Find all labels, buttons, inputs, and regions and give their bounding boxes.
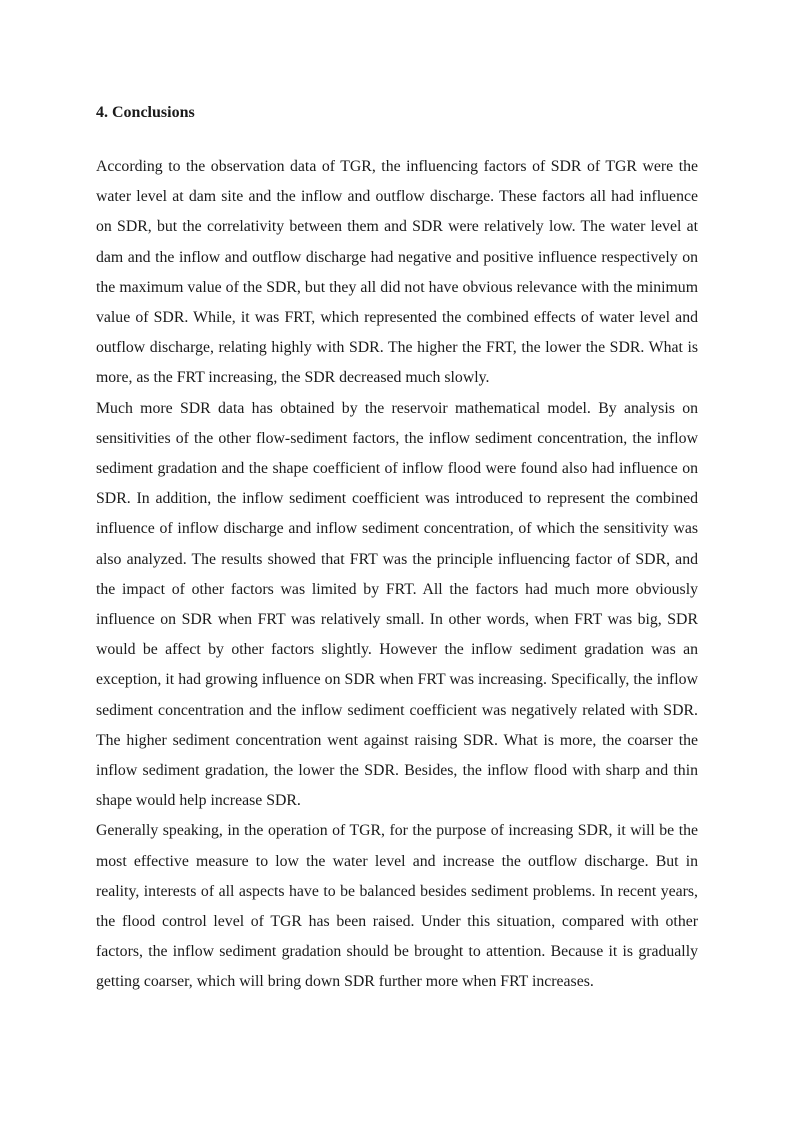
section-heading: 4. Conclusions [96,104,195,121]
paragraph-model-sensitivity: Much more SDR data has obtained by the reservoir mathematical model. By analysis on sensitivities of the other flow-sediment factors, the inflow sediment concentration, the inflow sediment gradation and the shape coefficient of inflow flood were found also had influence on SDR. In addition, the inflow sediment coefficient was introduced to represent the combined influence of inflow discharge and inflow sediment concentration, of which the sensitivity was also analyzed. The results showed that FRT was the principle influencing factor of SDR, and the impact of other factors was limited by FRT. All the factors had much more obviously influence on SDR when FRT was relatively small. In other words, when FRT was big, SDR would be affect by other factors slightly. However the inflow sediment gradation was an exception, it had growing influence on SDR when FRT was increasing. Specifically, the inflow sediment concentration and the inflow sediment coefficient was negatively related with SDR. The higher sediment concentration went against raising SDR. What is more, the coarser the inflow sediment gradation, the lower the SDR. Besides, the inflow flood with sharp and thin shape would help increase SDR. [96,399,698,810]
conclusions-body [96,152,698,998]
paragraph-observation-findings: According to the observation data of TGR, the influencing factors of SDR of TGR were the water level at dam site and the inflow and outflow discharge. These factors all had influence on SDR, but the correlativity between them and SDR were relatively low. The water level at dam and the inflow and outflow discharge had negative and positive influence respectively on the maximum value of the SDR, but they all did not have obvious relevance with the minimum value of SDR. While, it was FRT, which represented the combined effects of water level and outflow discharge, relating highly with SDR. The higher the FRT, the lower the SDR. What is more, as the FRT increasing, the SDR decreased much slowly. [96,158,698,387]
paragraph-operational-recommendation: Generally speaking, in the operation of TGR, for the purpose of increasing SDR, it will be the most effective measure to low the water level and increase the outflow discharge. But in reality, interests of all aspects have to be balanced besides sediment problems. In recent years, the flood control level of TGR has been raised. Under this situation, compared with other factors, the inflow sediment gradation should be brought to attention. Because it is gradually getting coarser, which will bring down SDR further more when FRT increases. [96,822,698,991]
